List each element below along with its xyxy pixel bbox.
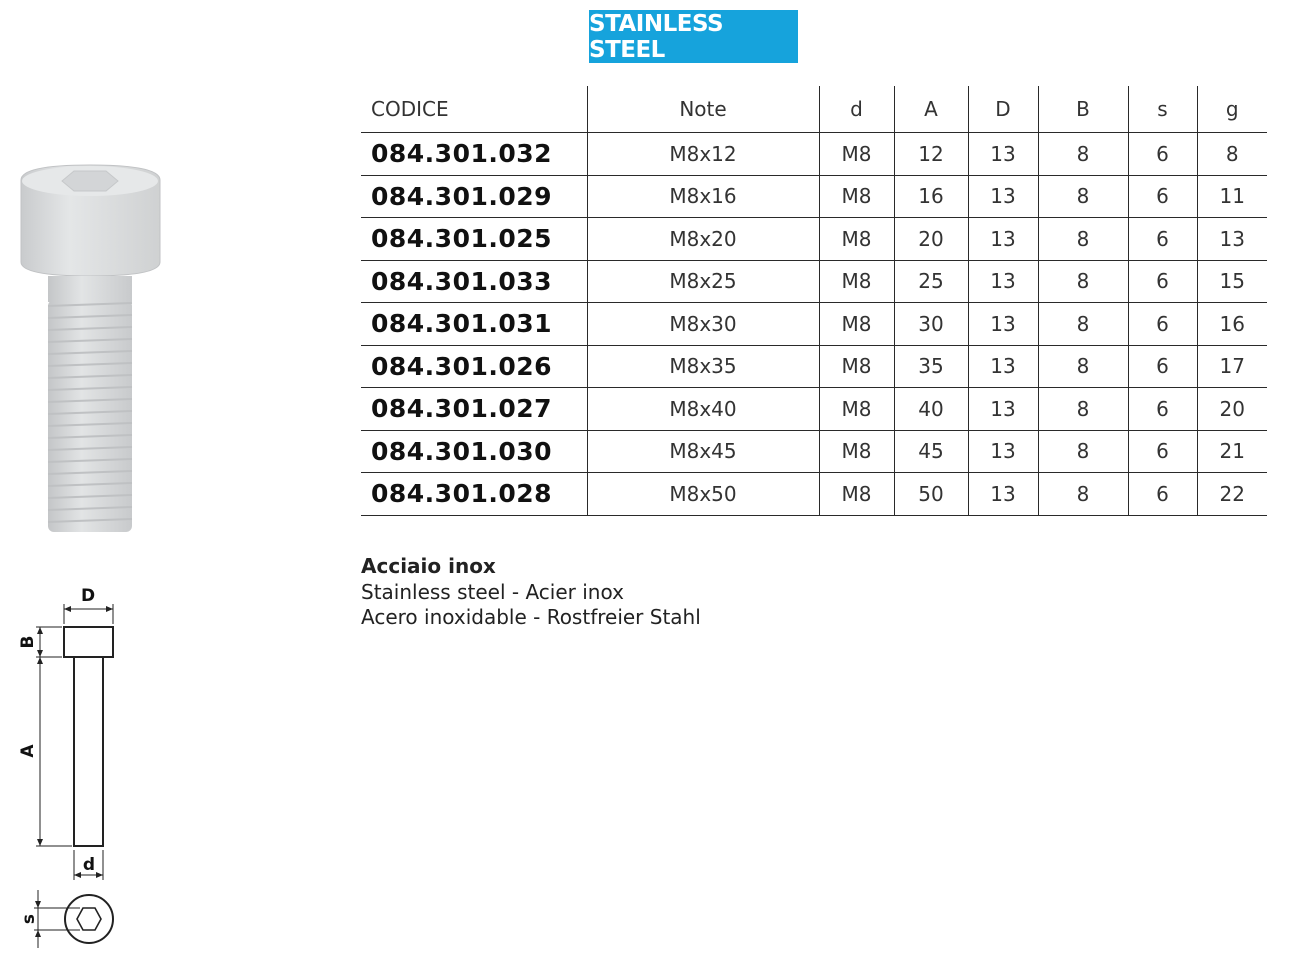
material-line-2: Acero inoxidable - Rostfreier Stahl [361,605,701,629]
cell-d: M8 [819,260,894,303]
table-row [361,345,1267,388]
cell-g: 11 [1197,175,1267,218]
cell-d-upper: 13 [968,473,1038,516]
material-description [361,554,701,631]
dim-label-d: d [82,855,96,875]
cell-a: 40 [894,388,968,431]
cell-s: 6 [1128,175,1197,218]
dim-label-B: B [18,635,38,649]
cell-g: 15 [1197,260,1267,303]
cell-d-upper: 13 [968,345,1038,388]
table-row [361,473,1267,516]
table-row [361,133,1267,176]
cell-a: 30 [894,303,968,346]
cell-g: 20 [1197,388,1267,431]
screw-illustration [0,0,200,560]
table-row [361,303,1267,346]
cell-d: M8 [819,175,894,218]
cell-code: 084.301.026 [361,345,587,388]
table-header-row [361,86,1267,133]
cell-g: 13 [1197,218,1267,261]
cell-note: M8x45 [587,430,819,473]
header-b: B [1038,86,1128,133]
cell-code: 084.301.031 [361,303,587,346]
cell-d-upper: 13 [968,133,1038,176]
cell-d: M8 [819,218,894,261]
cell-d-upper: 13 [968,430,1038,473]
cell-code: 084.301.025 [361,218,587,261]
cell-d: M8 [819,133,894,176]
cell-b: 8 [1038,303,1128,346]
cell-note: M8x16 [587,175,819,218]
cell-b: 8 [1038,175,1128,218]
cell-a: 25 [894,260,968,303]
cell-d: M8 [819,388,894,431]
cell-b: 8 [1038,473,1128,516]
material-title: Acciaio inox [361,554,496,578]
cell-s: 6 [1128,388,1197,431]
material-line-1: Stainless steel - Acier inox [361,579,624,604]
cell-code: 084.301.027 [361,388,587,431]
cell-d-upper: 13 [968,218,1038,261]
cell-note: M8x40 [587,388,819,431]
header-s: s [1128,86,1197,133]
cell-b: 8 [1038,260,1128,303]
cell-a: 45 [894,430,968,473]
cell-a: 16 [894,175,968,218]
cell-s: 6 [1128,260,1197,303]
material-badge: STAINLESS STEEL [589,10,798,63]
table-row [361,218,1267,261]
cell-s: 6 [1128,473,1197,516]
cell-b: 8 [1038,133,1128,176]
cell-note: M8x25 [587,260,819,303]
cell-note: M8x50 [587,473,819,516]
dim-label-A: A [18,744,38,758]
cell-d-upper: 13 [968,175,1038,218]
header-codice: CODICE [361,86,587,133]
cell-d: M8 [819,345,894,388]
cell-s: 6 [1128,430,1197,473]
cell-b: 8 [1038,388,1128,431]
cell-g: 21 [1197,430,1267,473]
cell-s: 6 [1128,303,1197,346]
dim-label-s: s [19,913,39,925]
cell-b: 8 [1038,430,1128,473]
cell-d-upper: 13 [968,388,1038,431]
cell-g: 16 [1197,303,1267,346]
header-note: Note [587,86,819,133]
dim-label-D: D [80,586,96,606]
header-d: d [819,86,894,133]
cell-code: 084.301.030 [361,430,587,473]
table-row [361,430,1267,473]
specification-table [361,86,1267,516]
cell-d-upper: 13 [968,260,1038,303]
cell-code: 084.301.032 [361,133,587,176]
header-g: g [1197,86,1267,133]
cell-a: 20 [894,218,968,261]
cell-d: M8 [819,303,894,346]
cell-a: 35 [894,345,968,388]
cell-note: M8x35 [587,345,819,388]
cell-s: 6 [1128,345,1197,388]
cell-a: 12 [894,133,968,176]
cell-g: 22 [1197,473,1267,516]
cell-b: 8 [1038,345,1128,388]
header-d-upper: D [968,86,1038,133]
cell-code: 084.301.033 [361,260,587,303]
cell-g: 8 [1197,133,1267,176]
cell-a: 50 [894,473,968,516]
cell-note: M8x30 [587,303,819,346]
cell-d-upper: 13 [968,303,1038,346]
cell-note: M8x12 [587,133,819,176]
table-row [361,388,1267,431]
table-row [361,175,1267,218]
cell-note: M8x20 [587,218,819,261]
cell-g: 17 [1197,345,1267,388]
cell-s: 6 [1128,218,1197,261]
header-a: A [894,86,968,133]
cell-b: 8 [1038,218,1128,261]
table-row [361,260,1267,303]
cell-code: 084.301.029 [361,175,587,218]
cell-d: M8 [819,430,894,473]
cell-code: 084.301.028 [361,473,587,516]
cell-s: 6 [1128,133,1197,176]
cell-d: M8 [819,473,894,516]
